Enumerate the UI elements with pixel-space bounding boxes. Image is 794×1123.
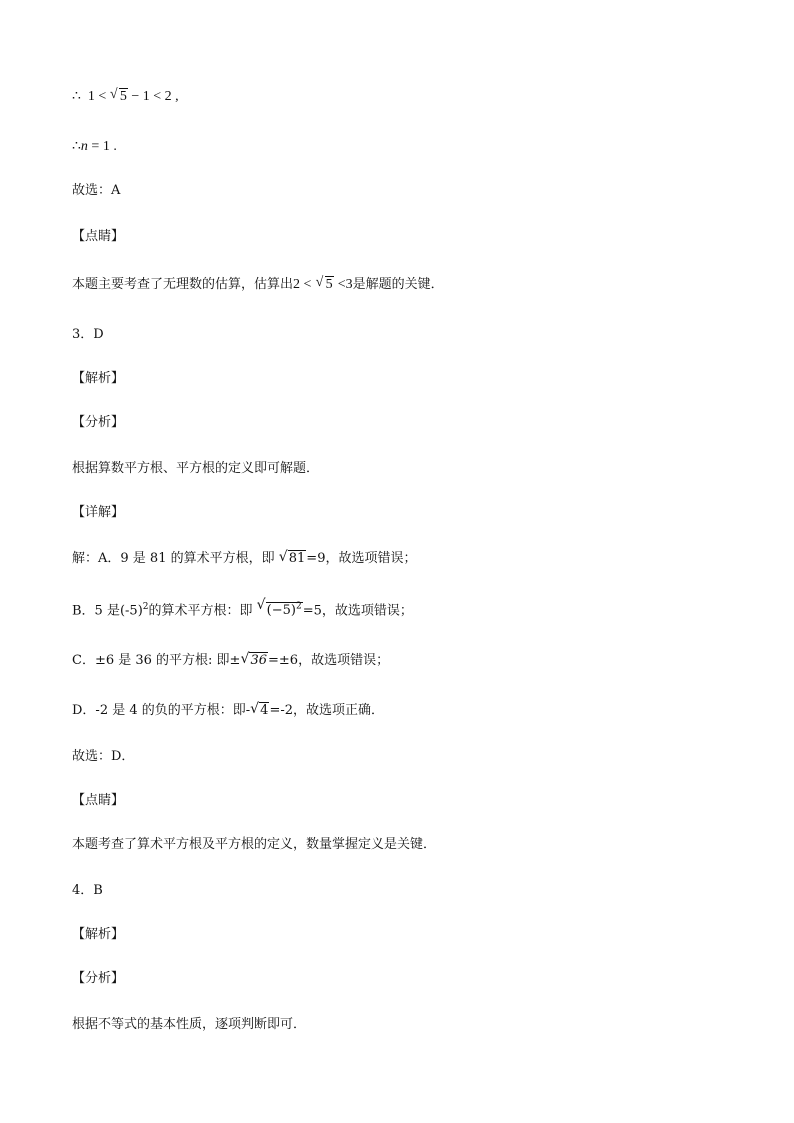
option-b-line [72,598,413,620]
section-heading: 【点睛】 [72,229,125,244]
question-answer: 3．D [72,327,104,342]
comment-line: 本题考查了算术平方根及平方根的定义，数量掌握定义是关键． [72,837,437,852]
answer-line: 故选：A [72,183,121,198]
question-answer: 4．B [72,883,103,898]
math-text: 2 < [293,277,312,292]
text: D．-2 是 4 的负的平方根：即- [72,703,251,718]
text: B．5 是(-5) [72,603,143,619]
radicand: (−5) [266,603,296,619]
analysis-text: 根据不等式的基本性质，逐项判断即可． [72,1017,307,1032]
text: 的算术平方根：即 [148,603,253,619]
math-text: − 1 < 2 , [131,89,179,104]
exponent: 2 [295,602,302,612]
radical [111,88,128,106]
radical [317,276,334,294]
radicand: 5 [325,277,333,292]
text: =-2，故选项正确． [269,703,384,718]
radical [280,550,307,568]
section-heading: 【详解】 [72,505,125,520]
inequality-line [72,88,179,106]
text: 解：A．9 是 81 的算术平方根，即 [72,551,275,566]
option-a-line [72,550,416,568]
variable: n [80,139,88,154]
radical [251,702,269,720]
comment-line [72,276,444,294]
text: 是解题的关键． [352,277,444,292]
text: =±6，故选项错误； [268,653,390,668]
section-heading: 【点睛】 [72,793,125,808]
answer-line: 故选：D． [72,749,135,764]
therefore-symbol: ∴ [72,139,81,154]
conclusion-line [72,138,117,156]
text: C．±6 是 36 的平方根: 即± [72,653,241,668]
radicand: 4 [260,703,269,718]
radical [241,652,268,670]
analysis-text: 根据算数平方根、平方根的定义即可解题． [72,461,320,476]
section-heading: 【分析】 [72,971,125,986]
text: =5，故选项错误； [302,603,413,619]
text: 本题主要考查了无理数的估算，估算出 [72,277,294,292]
math-text: = 1 . [91,139,117,154]
radicand: 36 [250,653,268,668]
exponent: 2 [142,602,149,612]
radicand: 81 [288,551,306,566]
option-d-line [72,702,384,720]
option-c-line [72,652,389,670]
section-heading: 【解析】 [72,371,125,386]
radicand: 5 [119,89,127,104]
text: =9，故选项错误； [306,551,417,566]
math-text: 1 < [87,89,107,104]
math-text: <3 [337,277,353,292]
section-heading: 【分析】 [72,415,125,430]
radical [258,598,303,620]
therefore-symbol: ∴ [72,89,81,104]
section-heading: 【解析】 [72,927,125,942]
